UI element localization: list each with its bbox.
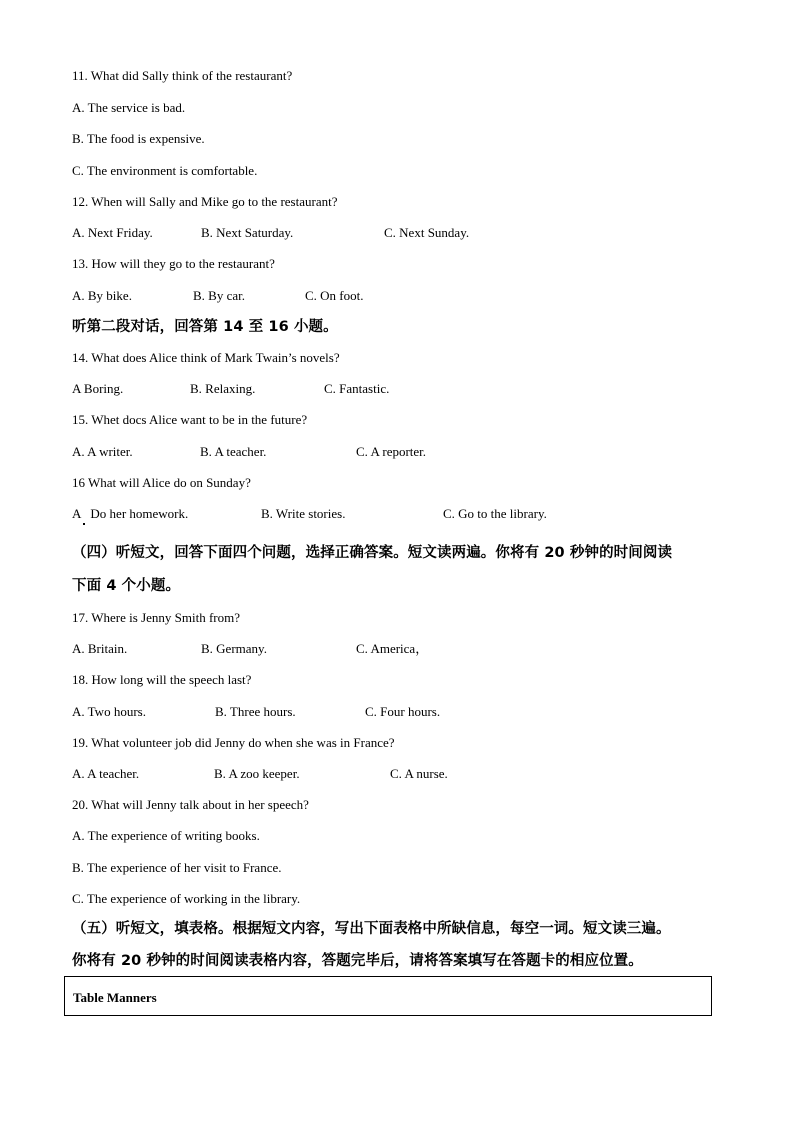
question-16-option-b: B. Write stories. (261, 506, 346, 521)
question-14-stem: 14. What does Alice think of Mark Twain’s novels? (72, 350, 340, 365)
question-11-option-a: A. The service is bad. (72, 100, 186, 115)
question-17-option-a: A. Britain. (72, 641, 128, 656)
question-20-stem: 20. What will Jenny talk about in her speech? (72, 797, 309, 812)
question-18-stem: 18. How long will the speech last? (72, 672, 252, 687)
question-19-option-a: A. A teacher. (72, 766, 140, 781)
section-4-heading-line-1: （四）听短文，回答下面四个问题，选择正确答案。短文读两遍。你将有 20 秒钟的时间阅读 (72, 545, 673, 561)
question-11-option-b: B. The food is expensive. (72, 131, 205, 146)
question-18-option-a: A. Two hours. (72, 704, 146, 719)
question-13-option-a: A. By bike. (72, 288, 132, 303)
question-14-option-b: B. Relaxing. (190, 381, 256, 396)
question-19-stem: 19. What volunteer job did Jenny do when she was in France? (72, 735, 395, 750)
question-16-stem: 16 What will Alice do on Sunday? (72, 475, 251, 490)
question-19-option-b: B. A zoo keeper. (214, 766, 300, 781)
question-14-option-a: A Boring. (72, 381, 124, 396)
question-13-option-b: B. By car. (193, 288, 245, 303)
question-11-option-c: C. The environment is comfortable. (72, 163, 258, 178)
question-15-stem: 15. Whet docs Alice want to be in the future? (72, 412, 308, 427)
question-13-stem: 13. How will they go to the restaurant? (72, 256, 275, 271)
section-4-heading-line-2: 下面 4 个小题。 (72, 578, 181, 594)
question-16-option-a: A Do her homework. (72, 506, 189, 521)
question-15-option-b: B. A teacher. (200, 444, 267, 459)
question-13-option-c: C. On foot. (305, 288, 364, 303)
section-heading-dialog-2: 听第二段对话，回答第 14 至 16 小题。 (72, 319, 338, 335)
question-20-option-b: B. The experience of her visit to France. (72, 860, 282, 875)
table-manners-table (64, 976, 712, 1016)
question-14-option-c: C. Fantastic. (324, 381, 390, 396)
question-15-option-a: A. A writer. (72, 444, 133, 459)
question-12-stem: 12. When will Sally and Mike go to the restaurant? (72, 194, 338, 209)
question-20-option-a: A. The experience of writing books. (72, 828, 260, 843)
question-12-option-a: A. Next Friday. (72, 225, 153, 240)
question-11-stem: 11. What did Sally think of the restaurant? (72, 68, 293, 83)
stray-dot-mark (83, 523, 85, 525)
question-16-option-c: C. Go to the library. (443, 506, 547, 521)
section-5-heading-line-2: 你将有 20 秒钟的时间阅读表格内容，答题完毕后，请将答案填写在答题卡的相应位置。 (72, 953, 643, 969)
question-20-option-c: C. The experience of working in the library. (72, 891, 301, 906)
question-19-option-c: C. A nurse. (390, 766, 448, 781)
question-17-option-c: C. America， (356, 641, 429, 656)
question-17-stem: 17. Where is Jenny Smith from? (72, 610, 241, 625)
question-15-option-c: C. A reporter. (356, 444, 427, 459)
question-18-option-b: B. Three hours. (215, 704, 296, 719)
section-5-heading-line-1: （五）听短文，填表格。根据短文内容，写出下面表格中所缺信息，每空一词。短文读三遍。 (72, 921, 671, 937)
table-title: Table Manners (73, 990, 157, 1005)
question-12-option-c: C. Next Sunday. (384, 225, 470, 240)
question-18-option-c: C. Four hours. (365, 704, 441, 719)
question-17-option-b: B. Germany. (201, 641, 267, 656)
question-12-option-b: B. Next Saturday. (201, 225, 294, 240)
